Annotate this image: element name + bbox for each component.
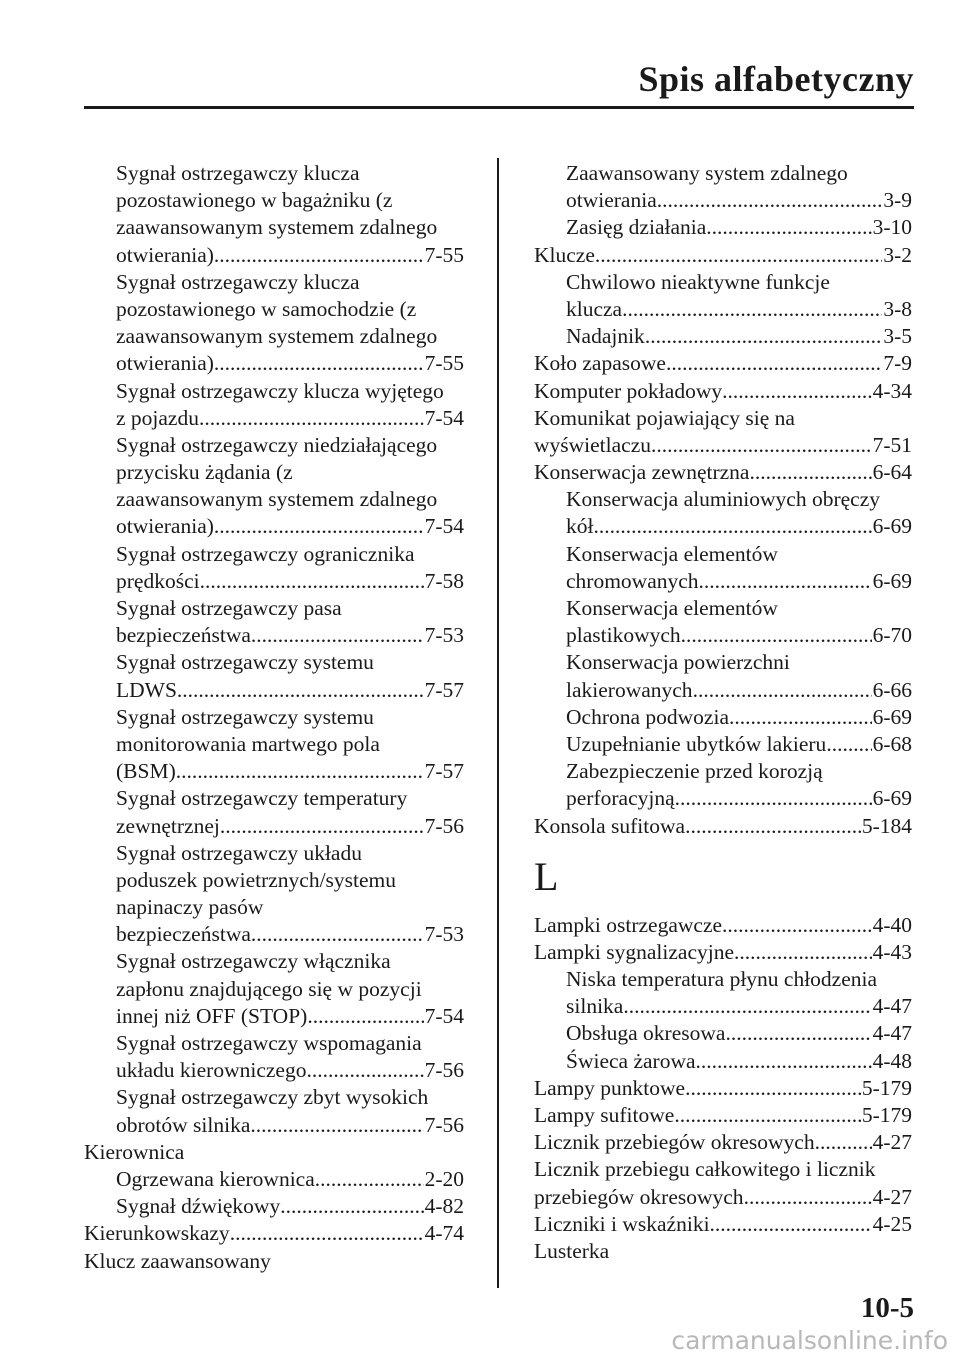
dot-leader	[315, 1166, 424, 1193]
page-reference: 4-74	[424, 1221, 464, 1246]
dot-leader	[176, 758, 424, 785]
entry-text: Konserwacja aluminiowych obręczy	[566, 487, 881, 512]
entry-text: Sygnał ostrzegawczy ogranicznika	[116, 541, 415, 566]
page-reference: 4-40	[872, 912, 912, 937]
entry-text: układu kierowniczego	[116, 1058, 307, 1083]
page-reference: 4-34	[872, 378, 912, 403]
entry-text: otwierania	[566, 188, 657, 213]
index-subentry	[84, 595, 464, 622]
dot-leader	[734, 939, 872, 966]
page-reference: 4-47	[872, 1021, 912, 1046]
index-entry	[534, 350, 912, 377]
page-header-title: Spis alfabetyczny	[638, 59, 914, 99]
page-reference: 7-56	[424, 1112, 464, 1137]
entry-text: zaawansowanym systemem zdalnego	[116, 215, 438, 240]
dot-leader	[685, 1075, 861, 1102]
dot-leader	[815, 1129, 872, 1156]
page-reference: 7-54	[424, 1003, 464, 1028]
dot-leader	[214, 242, 424, 269]
entry-text: Zasięg działania	[566, 215, 707, 240]
index-entry	[534, 813, 912, 840]
entry-text: Ochrona podwozia	[566, 704, 729, 729]
page-reference: 6-69	[872, 704, 912, 729]
index-subentry	[84, 242, 464, 269]
dot-leader	[250, 1112, 423, 1139]
header-rule	[84, 106, 914, 109]
entry-text: Sygnał ostrzegawczy klucza	[116, 161, 360, 185]
entry-text: Sygnał dźwiękowy	[116, 1194, 281, 1219]
dot-leader	[657, 187, 883, 214]
dot-leader	[220, 813, 424, 840]
page-reference: 7-56	[424, 813, 464, 838]
entry-text: Chwilowo nieaktywne funkcje	[566, 269, 830, 294]
index-subentry	[534, 677, 912, 704]
entry-text: zaawansowanym systemem zdalnego	[116, 487, 438, 512]
page-reference: 7-56	[424, 1058, 464, 1083]
index-entry	[534, 405, 912, 432]
dot-leader	[306, 1057, 423, 1084]
entry-text: zapłonu znajdującego się w pozycji	[116, 976, 422, 1001]
dot-leader	[729, 704, 872, 731]
dot-leader	[251, 622, 424, 649]
entry-text: Klucz zaawansowany	[84, 1248, 271, 1273]
index-subentry	[84, 296, 464, 323]
index-entry	[534, 1238, 912, 1265]
dot-leader	[744, 1184, 872, 1211]
index-entry	[534, 1211, 912, 1238]
watermark: carmanualsonline.info	[671, 1326, 948, 1355]
entry-text: z pojazdu	[116, 405, 199, 430]
index-column-right	[534, 160, 912, 1265]
page-reference: 5-184	[861, 813, 912, 838]
page-reference: 3-9	[883, 188, 912, 213]
page-reference: 6-66	[872, 677, 912, 702]
index-column-left	[84, 160, 464, 1275]
page-reference: 5-179	[861, 1103, 912, 1127]
entry-text: napinaczy pasów	[116, 895, 264, 920]
page-reference: 4-25	[872, 1211, 912, 1236]
index-entry	[534, 1075, 912, 1102]
entry-text: Komunikat pojawiający się na	[534, 405, 795, 430]
dot-leader	[696, 1048, 872, 1075]
page-reference: 7-54	[424, 514, 464, 539]
entry-text: otwierania)	[116, 242, 214, 267]
entry-text: Lampki sygnalizacyjne	[534, 939, 734, 964]
dot-leader	[595, 242, 882, 269]
dot-leader	[214, 513, 424, 540]
index-subentry	[84, 541, 464, 568]
entry-text: Sygnał ostrzegawczy zbyt wysokich	[116, 1085, 429, 1110]
dot-leader	[722, 912, 872, 939]
index-subentry	[534, 758, 912, 785]
dot-leader	[749, 459, 871, 486]
index-subentry	[534, 649, 912, 676]
entry-text: lakierowanych	[566, 677, 693, 702]
entry-text: Sygnał ostrzegawczy włącznika	[116, 949, 391, 974]
entry-text: Niska temperatura płynu chłodzenia	[566, 967, 878, 992]
page-reference: 2-20	[424, 1166, 464, 1191]
entry-text: pozostawionego w bagażniku (z	[116, 188, 393, 213]
dot-leader	[699, 568, 872, 595]
entry-text: otwierania)	[116, 351, 214, 376]
entry-text: innej niż OFF (STOP)	[116, 1003, 308, 1028]
page-reference: 7-58	[424, 568, 464, 593]
page-reference: 4-27	[872, 1184, 912, 1209]
index-subentry	[84, 1057, 464, 1084]
index-subentry	[534, 785, 912, 812]
index-entry	[84, 1248, 464, 1275]
entry-text: bezpieczeństwa	[116, 922, 251, 947]
index-subentry	[84, 269, 464, 296]
index-subentry	[84, 758, 464, 785]
page-reference: 7-54	[424, 405, 464, 430]
index-subentry	[534, 595, 912, 622]
page-reference: 3-2	[883, 242, 912, 267]
page-reference: 6-69	[872, 514, 912, 539]
dot-leader	[666, 350, 882, 377]
entry-text: Kierunkowskazy	[84, 1221, 230, 1246]
dot-leader	[651, 432, 872, 459]
entry-text: klucza	[566, 296, 623, 321]
index-subentry	[84, 513, 464, 540]
entry-text: Kierownica	[84, 1139, 185, 1164]
entry-text: Sygnał ostrzegawczy niedziałającego	[116, 432, 438, 457]
page-reference: 3-10	[872, 215, 912, 240]
dot-leader	[681, 622, 872, 649]
index-subentry	[84, 948, 464, 975]
page-reference: 6-68	[872, 731, 912, 756]
index-entry	[534, 1129, 912, 1156]
dot-leader	[200, 568, 424, 595]
entry-text: Zabezpieczenie przed korozją	[566, 759, 823, 784]
entry-text: zewnętrznej	[116, 813, 220, 838]
page-reference: 6-70	[872, 623, 912, 648]
index-subentry	[84, 649, 464, 676]
entry-text: Świeca żarowa	[566, 1048, 696, 1073]
entry-text: plastikowych	[566, 623, 681, 648]
column-divider	[497, 158, 499, 1288]
index-subentry	[84, 486, 464, 513]
dot-leader	[710, 1211, 872, 1238]
entry-text: silnika	[566, 994, 624, 1019]
entry-text: perforacyjną	[566, 786, 675, 811]
page-reference: 4-43	[872, 939, 912, 964]
index-subentry	[534, 323, 912, 350]
entry-text: Licznik przebiegu całkowitego i licznik	[534, 1157, 876, 1182]
index-subentry	[84, 405, 464, 432]
entry-text: Konserwacja elementów	[566, 596, 778, 620]
entry-text: Ogrzewana kierownica	[116, 1166, 315, 1191]
index-entry	[534, 1156, 912, 1183]
index-subentry	[84, 1166, 464, 1193]
entry-text: otwierania)	[116, 514, 214, 539]
index-subentry	[84, 187, 464, 214]
index-subentry	[534, 269, 912, 296]
index-subentry	[84, 813, 464, 840]
dot-leader	[693, 677, 872, 704]
index-subentry	[84, 459, 464, 486]
index-subentry	[84, 1193, 464, 1220]
dot-leader	[685, 813, 861, 840]
entry-text: Obsługa okresowa	[566, 1021, 726, 1046]
index-subentry	[534, 1048, 912, 1075]
entry-text: monitorowania martwego pola	[116, 731, 380, 756]
entry-text: Klucze	[534, 242, 595, 267]
entry-text: poduszek powietrznych/systemu	[116, 867, 397, 892]
dot-leader	[725, 1020, 871, 1047]
entry-text: bezpieczeństwa	[116, 623, 251, 648]
index-subentry	[534, 513, 912, 540]
index-subentry	[534, 214, 912, 241]
page-reference: 3-5	[883, 324, 912, 349]
index-subentry	[84, 1112, 464, 1139]
entry-text: Nadajnik	[566, 324, 645, 349]
entry-text: przycisku żądania (z	[116, 460, 293, 485]
entry-text: Sygnał ostrzegawczy temperatury	[116, 786, 408, 811]
entry-text: Konsola sufitowa	[534, 813, 686, 838]
page-reference: 7-51	[872, 432, 912, 457]
page-reference: 4-48	[872, 1048, 912, 1073]
page-reference: 4-47	[872, 994, 912, 1019]
index-subentry	[84, 976, 464, 1003]
index-subentry	[84, 350, 464, 377]
index-subentry	[534, 296, 912, 323]
dot-leader	[214, 350, 424, 377]
index-subentry	[534, 1020, 912, 1047]
index-subentry	[84, 160, 464, 187]
page-reference: 3-8	[883, 296, 912, 321]
page-reference: 6-69	[872, 568, 912, 593]
dot-leader	[593, 513, 871, 540]
dot-leader	[280, 1193, 423, 1220]
dot-leader	[230, 1220, 424, 1247]
entry-text: Sygnał ostrzegawczy systemu	[116, 650, 374, 675]
entry-text: Licznik przebiegów okresowych	[534, 1130, 815, 1155]
page-reference: 7-55	[424, 242, 464, 267]
index-subentry	[84, 214, 464, 241]
entry-text: Sygnał ostrzegawczy systemu	[116, 704, 374, 729]
index-entry	[534, 912, 912, 939]
entry-text: Lampki ostrzegawcze	[534, 912, 723, 937]
entry-text: Uzupełnianie ubytków lakieru	[566, 731, 827, 756]
page-reference: 7-53	[424, 623, 464, 648]
index-subentry	[534, 993, 912, 1020]
index-entry	[534, 378, 912, 405]
index-subentry	[84, 867, 464, 894]
entry-text: prędkości	[116, 568, 200, 593]
page-reference: 7-55	[424, 351, 464, 376]
entry-text: przebiegów okresowych	[534, 1184, 744, 1209]
index-entry	[534, 1184, 912, 1211]
entry-text: zaawansowanym systemem zdalnego	[116, 324, 438, 349]
index-subentry	[84, 432, 464, 459]
dot-leader	[199, 405, 424, 432]
index-subentry	[84, 1003, 464, 1030]
entry-text: Konserwacja powierzchni	[566, 650, 790, 675]
index-subentry	[534, 966, 912, 993]
page-reference: 7-9	[883, 351, 912, 376]
index-subentry	[534, 160, 912, 187]
entry-text: Sygnał ostrzegawczy pasa	[116, 596, 342, 620]
page-reference: 4-82	[424, 1194, 464, 1219]
index-subentry	[84, 1084, 464, 1111]
page-reference: 7-57	[424, 677, 464, 702]
entry-text: LDWS	[116, 677, 177, 702]
entry-text: wyświetlaczu	[534, 432, 652, 457]
index-subentry	[84, 731, 464, 758]
dot-leader	[674, 1102, 861, 1129]
index-entry	[534, 1102, 912, 1129]
entry-text: (BSM)	[116, 759, 176, 784]
entry-text: Sygnał ostrzegawczy klucza wyjętego	[116, 378, 444, 403]
section-letter: L	[534, 853, 559, 899]
index-subentry	[84, 622, 464, 649]
dot-leader	[307, 1003, 423, 1030]
dot-leader	[645, 323, 883, 350]
dot-leader	[623, 993, 871, 1020]
entry-text: Lampy punktowe	[534, 1075, 686, 1100]
page-reference: 5-179	[861, 1075, 912, 1100]
entry-text: Sygnał ostrzegawczy klucza	[116, 269, 360, 294]
index-subentry	[84, 1030, 464, 1057]
page-number: 10-5	[860, 1292, 914, 1324]
entry-text: Konserwacja zewnętrzna	[534, 460, 750, 485]
index-subentry	[84, 840, 464, 867]
index-subentry	[84, 568, 464, 595]
entry-text: chromowanych	[566, 568, 699, 593]
page-reference: 7-53	[424, 922, 464, 947]
index-entry	[84, 1220, 464, 1247]
entry-text: Lampy sufitowe	[534, 1103, 675, 1127]
dot-leader	[706, 214, 871, 241]
dot-leader	[622, 296, 882, 323]
index-subentry	[534, 704, 912, 731]
entry-text: obrotów silnika	[116, 1112, 251, 1137]
entry-text: Sygnał ostrzegawczy układu	[116, 840, 362, 865]
entry-text: Liczniki i wskaźniki	[534, 1211, 710, 1236]
entry-text: Sygnał ostrzegawczy wspomagania	[116, 1031, 422, 1055]
index-subentry	[534, 541, 912, 568]
page-reference: 6-64	[872, 460, 912, 485]
index-entry	[534, 939, 912, 966]
dot-leader	[722, 378, 871, 405]
index-entry	[534, 432, 912, 459]
entry-text: Konserwacja elementów	[566, 541, 778, 566]
dot-leader	[251, 921, 424, 948]
entry-text: Lusterka	[534, 1238, 610, 1263]
dot-leader	[177, 677, 424, 704]
entry-text: Koło zapasowe	[534, 351, 666, 376]
page-reference: 4-27	[872, 1130, 912, 1155]
dot-leader	[675, 785, 872, 812]
dot-leader	[826, 731, 871, 758]
index-entry	[534, 459, 912, 486]
index-entry	[84, 1139, 464, 1166]
entry-text: Komputer pokładowy	[534, 378, 723, 403]
index-subentry	[84, 378, 464, 405]
index-subentry	[84, 677, 464, 704]
index-subentry	[534, 731, 912, 758]
entry-text: Zaawansowany system zdalnego	[566, 161, 848, 185]
index-subentry	[84, 894, 464, 921]
index-subentry	[84, 323, 464, 350]
entry-text: pozostawionego w samochodzie (z	[116, 296, 417, 321]
entry-text: kół	[566, 514, 594, 539]
index-subentry	[84, 704, 464, 731]
index-entry	[534, 242, 912, 269]
index-subentry	[534, 622, 912, 649]
index-subentry	[534, 486, 912, 513]
index-subentry	[84, 921, 464, 948]
index-subentry	[534, 568, 912, 595]
page-reference: 7-57	[424, 759, 464, 784]
index-subentry	[84, 785, 464, 812]
index-subentry	[534, 187, 912, 214]
page-reference: 6-69	[872, 786, 912, 811]
